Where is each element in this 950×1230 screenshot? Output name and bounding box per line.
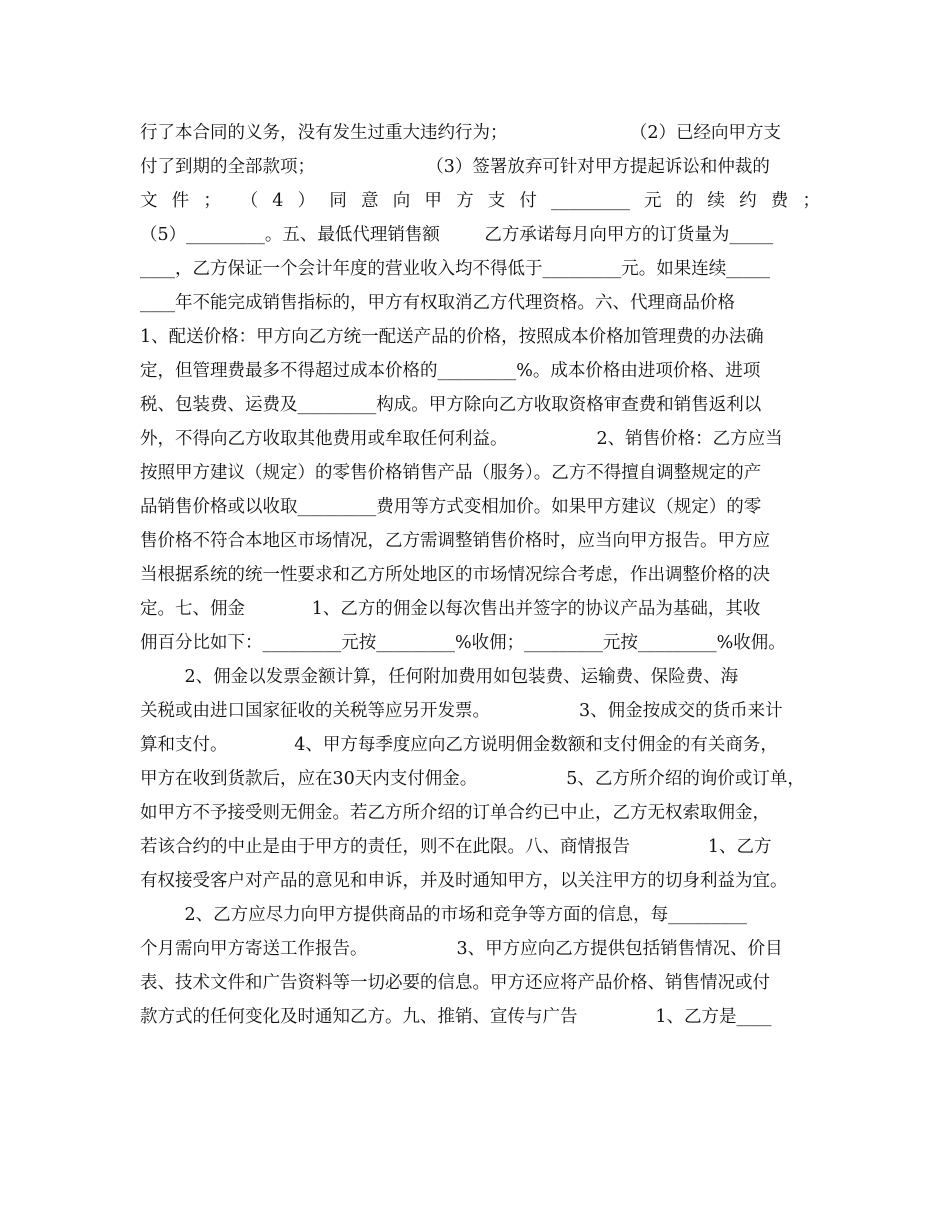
text-line: 定。七、佣金 1、乙方的佣金以每次售出并签字的协议产品为基础，其收 (140, 599, 761, 619)
contract-body (140, 116, 820, 1034)
text-line: 品销售价格或以收取_________费用等方式变相加价。如果甲方建议（规定）的零 (140, 497, 762, 517)
text-line: 甲方在收到货款后，应在30天内支付佣金。 5、乙方所介绍的询价或订单， (140, 769, 805, 789)
text-line: 按照甲方建议（规定）的零售价格销售产品（服务）。乙方不得擅自调整规定的产 (140, 463, 762, 483)
text-line: （5）_________。五、最低代理销售额 乙方承诺每月向甲方的订货量为_____ (140, 225, 774, 245)
text-line: 1、配送价格：甲方向乙方统一配送产品的价格，按照成本价格加管理费的办法确 (140, 327, 764, 347)
text-line: 有权接受客户对产品的意见和申诉，并及时通知甲方，以关注甲方的切身利益为宜。 (140, 871, 788, 891)
text-line: 2、乙方应尽力向甲方提供商品的市场和竞争等方面的信息，每_________ (140, 905, 747, 925)
text-line: 个月需向甲方寄送工作报告。 3、甲方应向乙方提供包括销售情况、价目 (140, 939, 783, 959)
text-line: 行了本合同的义务，没有发生过重大违约行为； （2）已经向甲方支 (140, 123, 782, 143)
text-line: 算和支付。 4、甲方每季度应向乙方说明佣金数额和支付佣金的有关商务， (140, 735, 778, 755)
text-line: 若该合约的中止是由于甲方的责任，则不在此限。八、商情报告 1、乙方 (140, 837, 772, 857)
text-line: 外，不得向乙方收取其他费用或牟取任何利益。 2、销售价格：乙方应当 (140, 429, 783, 449)
text-line: 付了到期的全部款项； （3）签署放弃可针对甲方提起诉讼和仲裁的 (140, 157, 770, 177)
text-line: 2、佣金以发票金额计算，任何附加费用如包装费、运输费、保险费、海 (140, 667, 739, 687)
text-line: 税、包装费、运费及_________构成。甲方除向乙方收取资格审查费和销售返利以 (140, 395, 762, 415)
text-line: 如甲方不予接受则无佣金。若乙方所介绍的订单合约已中止，乙方无权索取佣金， (140, 803, 770, 823)
text-line: 文件； （4）同意向甲方支付_________元的续约费； (140, 191, 820, 211)
text-line: 款方式的任何变化及时通知乙方。九、推销、宣传与广告 1、乙方是____ (140, 1007, 772, 1027)
text-line: 关税或由进口国家征收的关税等应另开发票。 3、佣金按成交的货币来计 (140, 701, 783, 721)
text-line: ____年不能完成销售指标的，甲方有权取消乙方代理资格。六、代理商品价格 (140, 293, 735, 313)
text-line: 当根据系统的统一性要求和乙方所处地区的市场情况综合考虑，作出调整价格的决 (140, 565, 770, 585)
text-line: ____，乙方保证一个会计年度的营业收入均不得低于_________元。如果连续_____ (140, 259, 770, 279)
text-line: 售价格不符合本地区市场情况，乙方需调整销售价格时，应当向甲方报告。甲方应 (140, 531, 770, 551)
text-line: 佣百分比如下：_________元按_________%收佣；_________元按_________%收佣。 (140, 633, 786, 653)
text-line: 表、技术文件和广告资料等一切必要的信息。甲方还应将产品价格、销售情况或付 (140, 973, 770, 993)
text-line: 定，但管理费最多不得超过成本价格的_________%。成本价格由进项价格、进项 (140, 361, 761, 381)
